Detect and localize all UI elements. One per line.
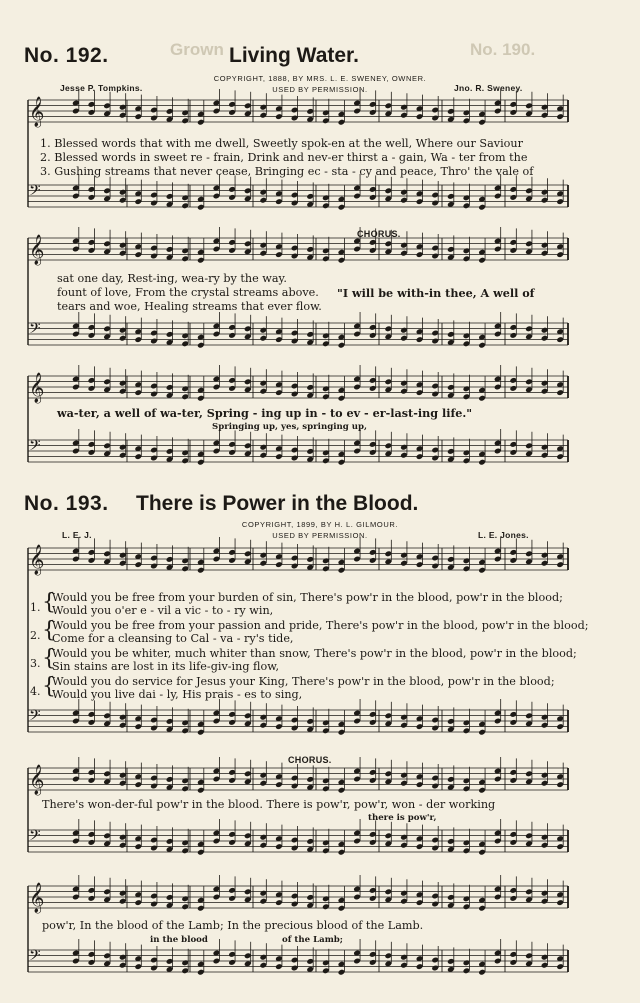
hymn-193-verse-1-b: Would you o'er e - vil a vic - to - ry win, (52, 604, 274, 617)
hymn-193-title: There is Power in the Blood. (136, 492, 419, 515)
h192-s2-treble-clef: 𝄞 (29, 235, 45, 265)
h193-s3-bass-clef: 𝄢 (29, 947, 41, 968)
hymn-193-s2-line: There's won-der-ful pow'r in the blood. There is pow'r, pow'r, won - der working (42, 798, 496, 811)
hymn-192-chorus-label: CHORUS. (357, 229, 401, 239)
h192-s3-bass-clef: 𝄢 (29, 437, 41, 458)
hymn-193-chorus-label: CHORUS. (288, 755, 332, 765)
hymn-193-s3-line: pow'r, In the blood of the Lamb; In the precious blood of the Lamb. (42, 919, 424, 932)
h192-s1-bass-clef: 𝄢 (29, 182, 41, 203)
bleed-through-number: No. 190. (470, 40, 536, 59)
hymn-192-author: Jesse P. Tompkins. (60, 83, 143, 93)
bleed-through-word: Grown (170, 40, 224, 59)
h192-s2-bass-clef: 𝄢 (29, 320, 41, 341)
hymn-192-s2-verse-2: fount of love, From the crystal streams above. (57, 286, 319, 299)
hymn-193-permission: USED BY PERMISSION. (272, 531, 368, 540)
hymn-192-s3-echo: Springing up, yes, springing up, (212, 422, 367, 432)
hymn-193-verse-4-a: Would you do service for Jesus your King, There's pow'r in the blood, pow'r in the blood; (52, 675, 555, 688)
hymn-193-s2-echo: there is pow'r, (368, 813, 437, 823)
hymn-192-s1-verse-2: 2. Blessed words in sweet re - frain, Drink and nev-er thirst a - gain, Wa - ter from the (40, 151, 528, 164)
hymn-193-verse-3-brace: { (42, 646, 56, 671)
hymn-193-number: No. 193. (24, 492, 109, 515)
hymn-193-verse-2-a: Would you be free from your passion and pride, There's pow'r in the blood, pow'r in the blood; (52, 619, 589, 632)
hymn-193-verse-3-b: Sin stains are lost in its life-giv-ing flow, (52, 660, 280, 673)
hymn-192-permission: USED BY PERMISSION. (272, 85, 368, 94)
hymn-193-verse-3-number: 3. (30, 657, 41, 670)
hymn-193-verse-4-brace: { (42, 674, 56, 699)
hymn-193-verse-2-brace: { (42, 618, 56, 643)
hymn-193-verse-3-a: Would you be whiter, much whiter than snow, There's pow'r in the blood, pow'r in the blood; (52, 647, 577, 660)
hymn-192-number: No. 192. (24, 44, 109, 67)
hymn-192-s1-verse-1: 1. Blessed words that with me dwell, Sweetly spok-en at the well, Where our Saviour (40, 137, 523, 150)
hymn-193-composer: L. E. Jones. (478, 530, 529, 540)
hymn-193-verse-4-number: 4. (30, 685, 41, 698)
hymn-192-s2-chorus: "I will be with-in thee, A well of (337, 286, 535, 300)
hymn-193-verse-4-b: Would you live dai - ly, His prais - es to sing, (52, 688, 303, 701)
hymn-193-s3-echo-2: of the Lamb; (282, 935, 343, 945)
hymn-193-verse-1-number: 1. (30, 601, 41, 614)
h193-s3-treble-clef: 𝄞 (29, 883, 45, 913)
hymn-193-verse-1-brace: { (42, 590, 56, 615)
hymn-192-s3-line: wa-ter, a well of wa-ter, Spring - ing up in - to ev - er-last-ing life." (57, 406, 473, 420)
hymn-193-verse-1-a: Would you be free from your burden of sin, There's pow'r in the blood, pow'r in the blood; (52, 591, 563, 604)
hymn-193-copyright: COPYRIGHT, 1899, BY H. L. GILMOUR. (241, 520, 399, 529)
hymn-192-s2-verse-3: tears and woe, Healing streams that ever flow. (57, 300, 322, 313)
h192-s1-treble-clef: 𝄞 (29, 97, 45, 127)
h193-s1-bass-clef: 𝄢 (29, 707, 41, 728)
hymn-192-s2-verse-1: sat one day, Rest-ing, wea-ry by the way. (57, 272, 287, 285)
hymn-193-verse-2-b: Come for a cleansing to Cal - va - ry's tide, (52, 632, 294, 645)
h193-s2-treble-clef: 𝄞 (29, 765, 45, 795)
h192-s3-treble-clef: 𝄞 (29, 373, 45, 403)
h193-s2-bass-clef: 𝄢 (29, 827, 41, 848)
hymn-192-copyright: COPYRIGHT, 1888, BY MRS. L. E. SWENEY, OWNER. (213, 74, 427, 83)
hymn-193-author: L. E. J. (62, 530, 92, 540)
h193-s1-treble-clef: 𝄞 (29, 545, 45, 575)
hymn-193-s3-echo-1: in the blood (150, 935, 208, 945)
hymn-192-title: Living Water. (229, 44, 359, 67)
hymn-192-composer: Jno. R. Sweney. (454, 83, 523, 93)
hymn-192-s1-verse-3: 3. Gushing streams that never cease, Bringing ec - sta - cy and peace, Thro' the vale of (40, 165, 534, 178)
hymn-193-verse-2-number: 2. (30, 629, 41, 642)
